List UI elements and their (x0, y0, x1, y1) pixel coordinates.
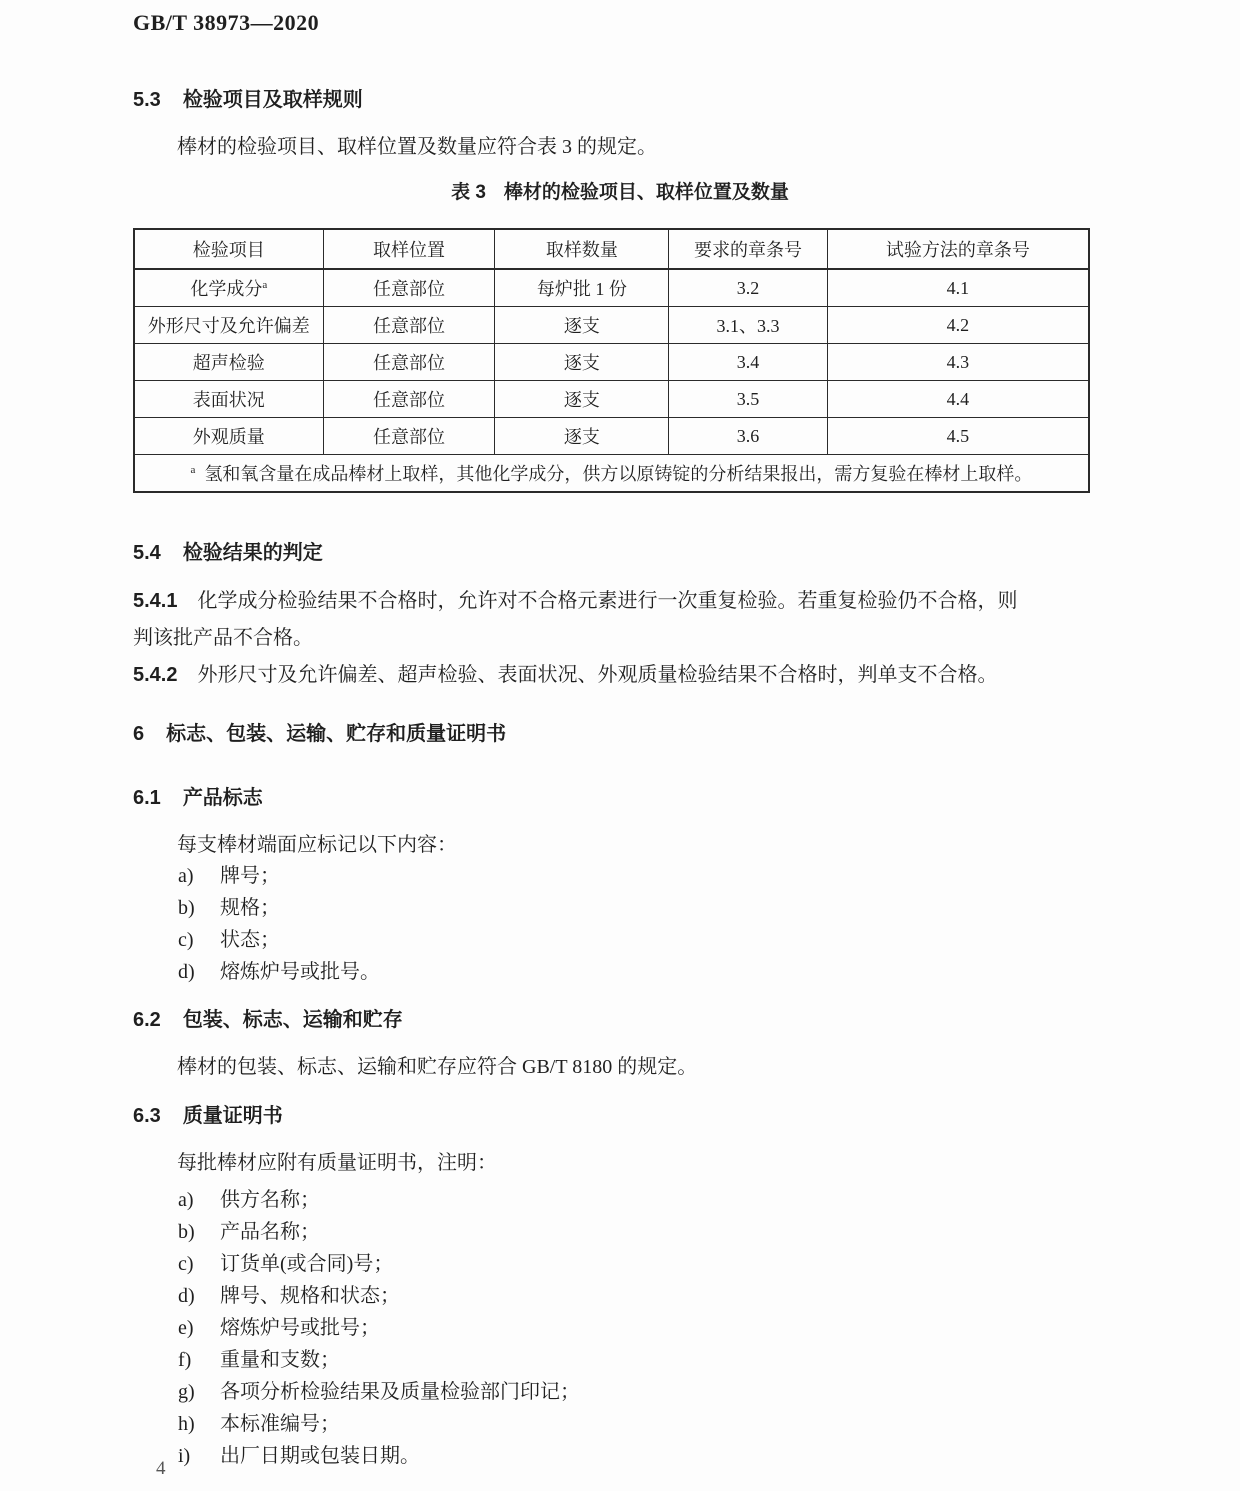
clause-number: 5.4.2 (133, 664, 178, 686)
cell-position: 任意部位 (323, 418, 495, 455)
list-item (133, 1216, 1107, 1248)
clause-5-4-2 (133, 657, 1107, 694)
section-5-4-heading (133, 539, 1107, 567)
list-item (133, 1440, 1107, 1472)
list-text: 出厂日期或包装日期。 (220, 1445, 420, 1467)
table-caption-label: 表 3 (451, 182, 486, 203)
cell-requirement: 3.2 (669, 269, 828, 307)
table-header-row (134, 229, 1089, 269)
cell-requirement: 3.4 (669, 344, 828, 381)
list-marker: a) (178, 865, 194, 887)
cell-quantity: 每炉批 1 份 (495, 269, 669, 307)
list-marker: d) (178, 961, 195, 983)
cell-quantity: 逐支 (495, 307, 669, 344)
table-row (134, 418, 1089, 455)
list-marker: c) (178, 1253, 194, 1275)
section-6-3-heading (133, 1102, 1107, 1130)
table-footnote (134, 455, 1089, 493)
section-title: 包装、标志、运输和贮存 (182, 1009, 403, 1031)
list-text: 规格； (220, 897, 280, 919)
table-row (134, 307, 1089, 344)
list-marker: b) (178, 1221, 195, 1243)
section-title: 检验结果的判定 (182, 542, 323, 564)
cell-quantity: 逐支 (495, 381, 669, 418)
list-item (133, 1312, 1107, 1344)
list-marker: e) (178, 1317, 194, 1339)
clause-number: 5.4.1 (133, 590, 178, 612)
table-row (134, 269, 1089, 307)
cell-requirement: 3.6 (669, 418, 828, 455)
cell-item: 表面状况 (134, 381, 323, 418)
list-text: 产品名称； (220, 1221, 320, 1243)
section-number: 6.2 (133, 1009, 161, 1031)
table-caption-title: 棒材的检验项目、取样位置及数量 (503, 182, 789, 203)
list-text: 熔炼炉号或批号； (220, 1317, 380, 1339)
clause-text-continued: 判该批产品不合格。 (133, 627, 313, 649)
list-text: 熔炼炉号或批号。 (220, 961, 380, 983)
list-marker: b) (178, 897, 195, 919)
clause-5-4-1 (133, 583, 1107, 657)
table-3 (133, 228, 1090, 493)
cell-method: 4.3 (827, 344, 1089, 381)
list-marker: d) (178, 1285, 195, 1307)
list-text: 订货单(或合同)号； (220, 1253, 394, 1275)
list-marker: f) (178, 1349, 192, 1371)
section-5-3-paragraph: 棒材的检验项目、取样位置及数量应符合表 3 的规定。 (177, 136, 657, 158)
list-marker: i) (178, 1445, 191, 1467)
cell-position: 任意部位 (323, 307, 495, 344)
list-text: 供方名称； (220, 1189, 320, 1211)
section-6-2-paragraph: 棒材的包装、标志、运输和贮存应符合 GB/T 8180 的规定。 (177, 1056, 698, 1078)
section-number: 5.4 (133, 542, 161, 564)
cell-position: 任意部位 (323, 269, 495, 307)
certificate-list (133, 1184, 1107, 1472)
cell-method: 4.1 (827, 269, 1089, 307)
footnote-ref: a (262, 279, 268, 291)
section-number: 6.3 (133, 1105, 161, 1127)
list-text: 牌号、规格和状态； (220, 1285, 400, 1307)
list-item (133, 956, 1107, 988)
list-item (133, 1248, 1107, 1280)
list-item (133, 892, 1107, 924)
list-item (133, 1376, 1107, 1408)
list-marker: a) (178, 1189, 194, 1211)
section-number: 5.3 (133, 89, 161, 111)
cell-item: 超声检验 (134, 344, 323, 381)
list-text: 牌号； (220, 865, 280, 887)
table-footnote-row (134, 455, 1089, 493)
page-number: 4 (156, 1458, 166, 1479)
table-row (134, 381, 1089, 418)
footnote-text: 氢和氧含量在成品棒材上取样，其他化学成分，供方以原铸锭的分析结果报出，需方复验在棒材上取样。 (204, 464, 1033, 484)
cell-requirement: 3.1、3.3 (669, 307, 828, 344)
section-6-1-heading (133, 784, 1107, 812)
list-text: 各项分析检验结果及质量检验部门印记； (220, 1381, 580, 1403)
section-title: 质量证明书 (182, 1105, 283, 1127)
section-5-3-heading (133, 86, 1107, 114)
section-6-3-paragraph: 每批棒材应附有质量证明书，注明： (177, 1152, 497, 1174)
list-item (133, 1344, 1107, 1376)
cell-method: 4.4 (827, 381, 1089, 418)
marking-list (133, 860, 1107, 988)
doc-number: GB/T 38973—2020 (133, 10, 320, 35)
list-marker: c) (178, 929, 194, 951)
section-6-heading (133, 720, 1107, 748)
col-header-method: 试验方法的章条号 (827, 229, 1089, 269)
col-header-requirement: 要求的章条号 (669, 229, 828, 269)
cell-item: 化学成分$^a$ (134, 269, 323, 307)
cell-item: 外形尺寸及允许偏差 (134, 307, 323, 344)
list-item (133, 1408, 1107, 1440)
section-title: 产品标志 (182, 787, 263, 809)
list-text: 本标准编号； (220, 1413, 340, 1435)
cell-position: 任意部位 (323, 381, 495, 418)
list-item (133, 860, 1107, 892)
footnote-marker: a (190, 464, 196, 476)
section-title: 检验项目及取样规则 (182, 89, 363, 111)
clause-text: 化学成分检验结果不合格时，允许对不合格元素进行一次重复检验。若重复检验仍不合格，则 (197, 590, 1018, 612)
cell-method: 4.5 (827, 418, 1089, 455)
cell-requirement: 3.5 (669, 381, 828, 418)
list-marker: g) (178, 1381, 195, 1403)
cell-method: 4.2 (827, 307, 1089, 344)
cell-position: 任意部位 (323, 344, 495, 381)
section-6-2-heading (133, 1006, 1107, 1034)
section-title: 标志、包装、运输、贮存和质量证明书 (166, 723, 507, 745)
list-text: 状态； (220, 929, 280, 951)
list-item (133, 1280, 1107, 1312)
list-item (133, 924, 1107, 956)
list-text: 重量和支数； (220, 1349, 340, 1371)
section-6-1-paragraph: 每支棒材端面应标记以下内容： (177, 834, 457, 856)
col-header-item: 检验项目 (134, 229, 323, 269)
table-caption (133, 180, 1107, 206)
section-number: 6 (133, 723, 145, 745)
cell-quantity: 逐支 (495, 344, 669, 381)
list-item (133, 1184, 1107, 1216)
cell-quantity: 逐支 (495, 418, 669, 455)
col-header-position: 取样位置 (323, 229, 495, 269)
list-marker: h) (178, 1413, 195, 1435)
table-row (134, 344, 1089, 381)
clause-text: 外形尺寸及允许偏差、超声检验、表面状况、外观质量检验结果不合格时，判单支不合格。 (197, 664, 998, 686)
col-header-quantity: 取样数量 (495, 229, 669, 269)
cell-item: 外观质量 (134, 418, 323, 455)
section-number: 6.1 (133, 787, 161, 809)
